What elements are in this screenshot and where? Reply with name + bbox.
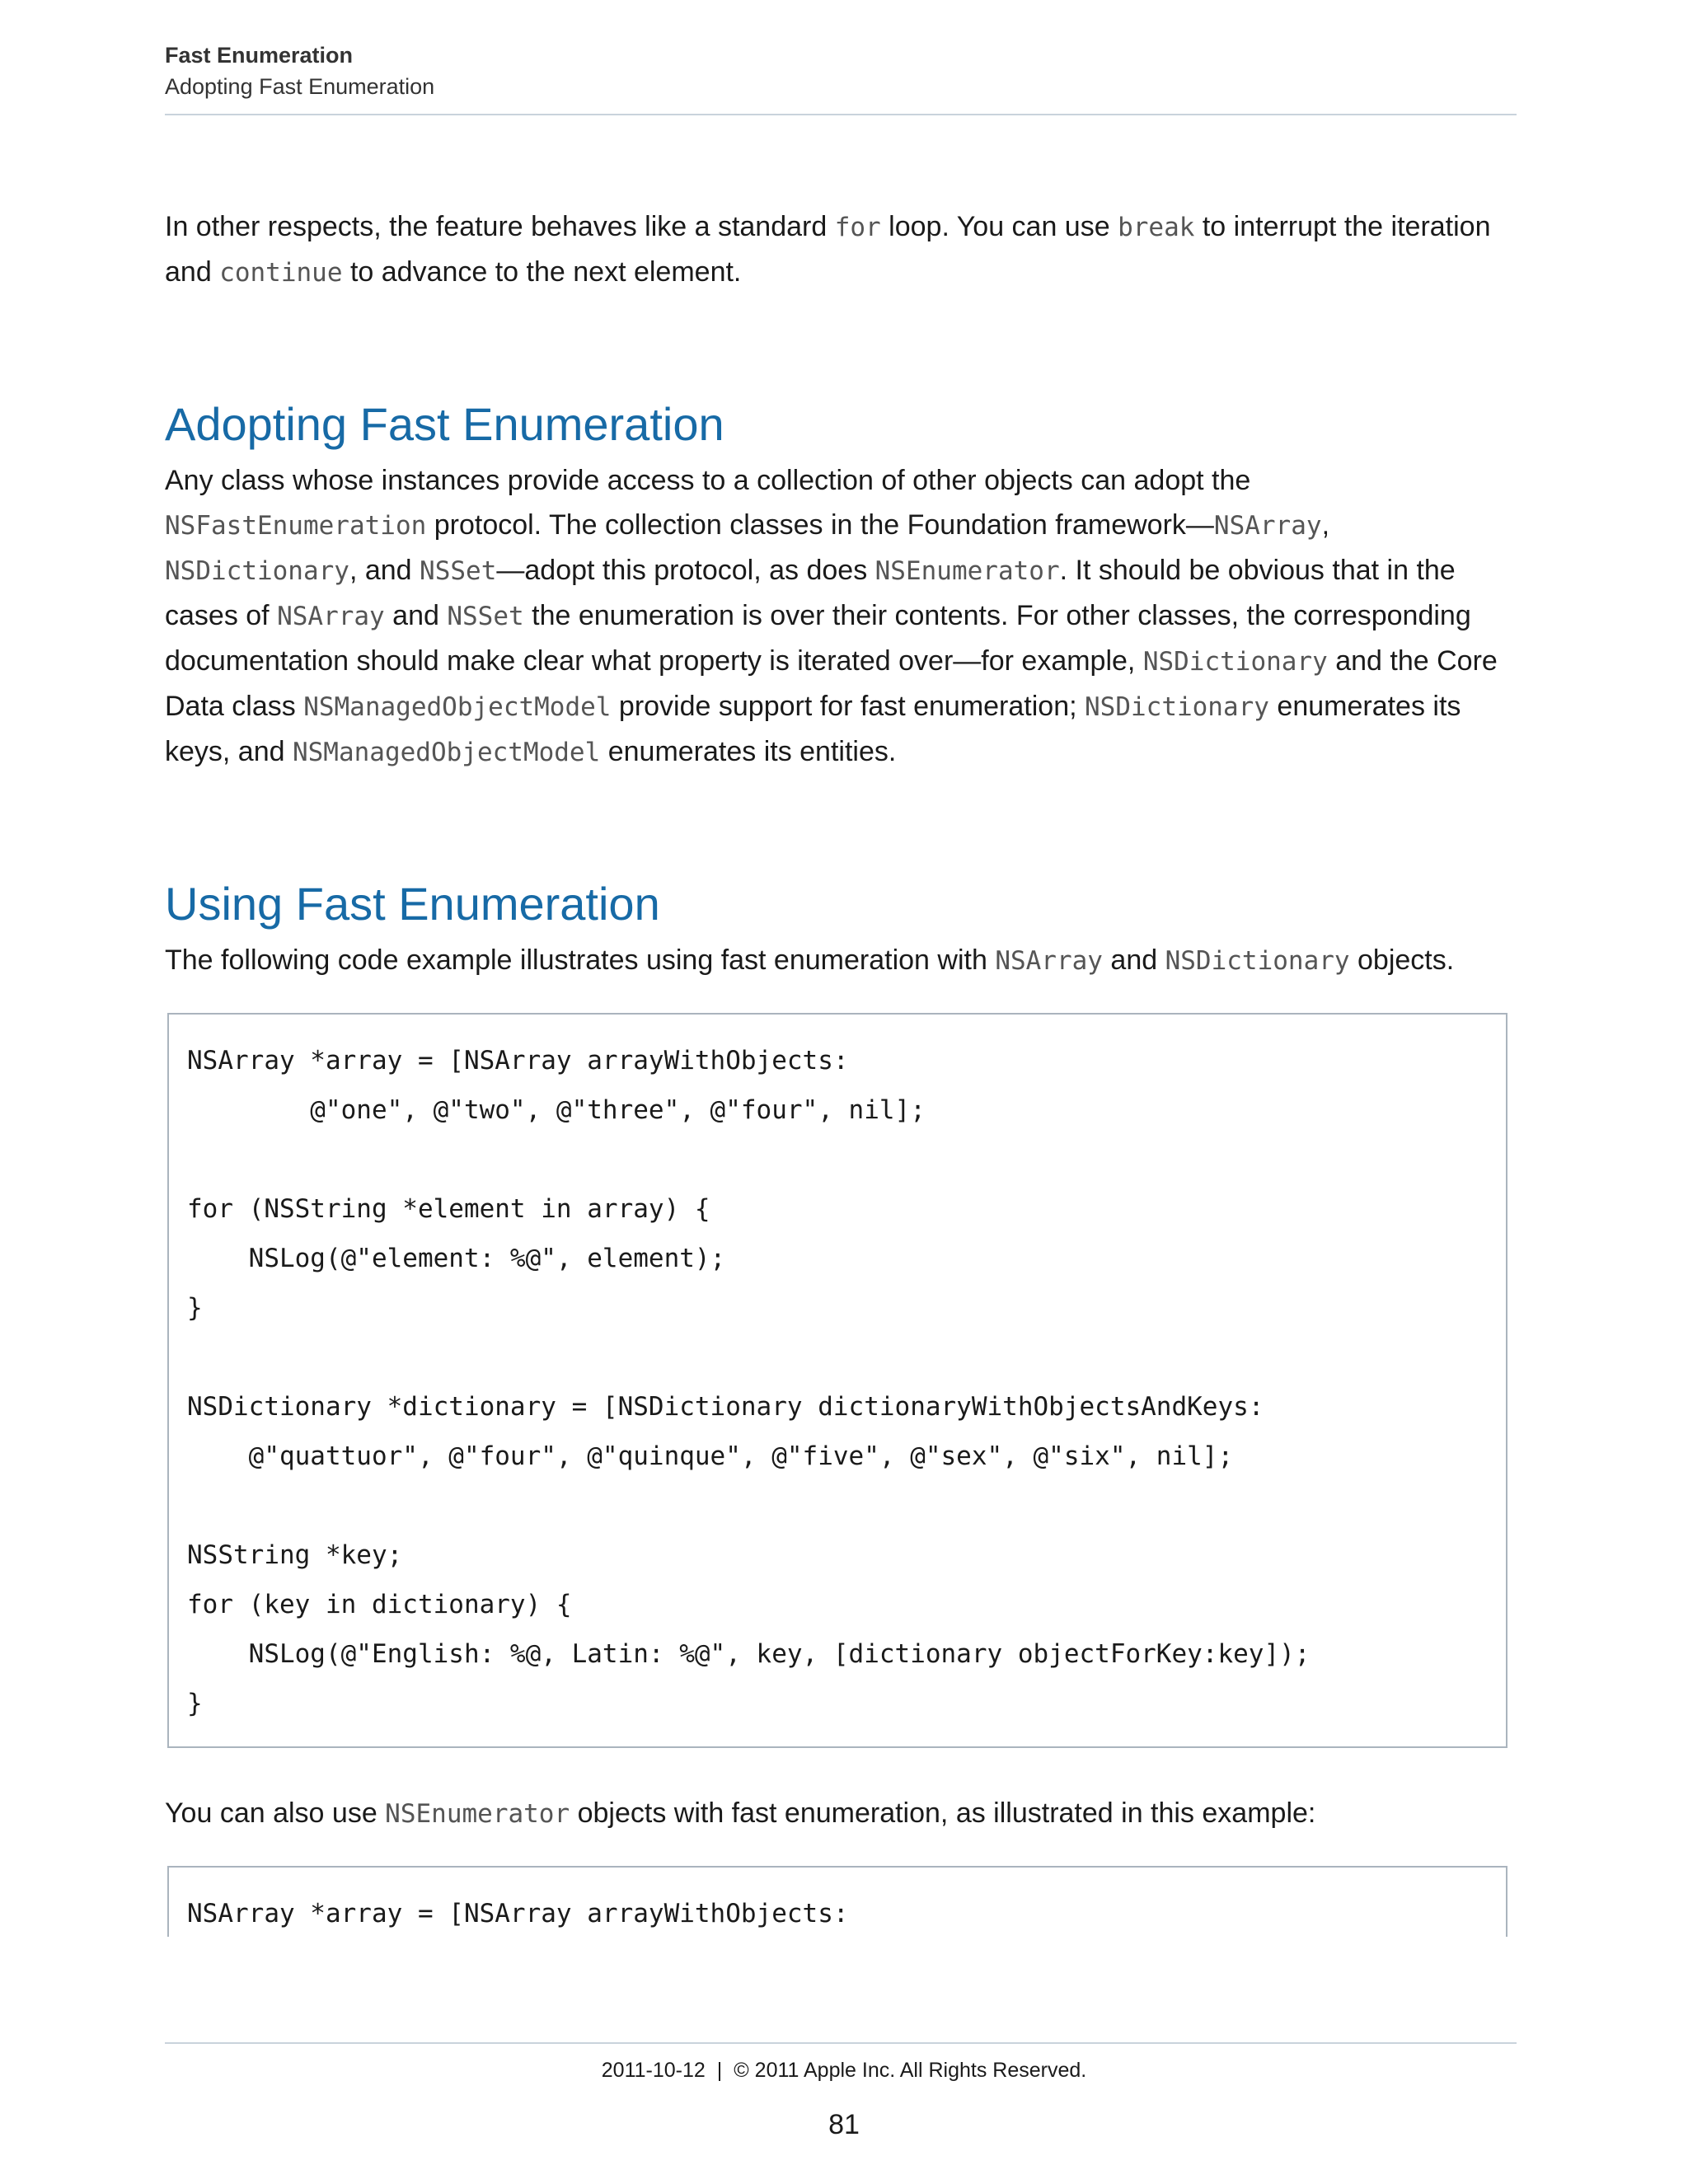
text-run: provide support for fast enumeration; bbox=[611, 691, 1085, 722]
code-line: NSArray *array = [NSArray arrayWithObjects: bbox=[187, 1899, 849, 1929]
code-term: NSDictionary bbox=[1142, 647, 1328, 677]
code-term: NSEnumerator bbox=[874, 556, 1060, 586]
code-line bbox=[187, 1333, 1506, 1382]
code-line: NSDictionary *dictionary = [NSDictionary dictionaryWithObjectsAndKeys: bbox=[187, 1392, 1264, 1422]
header-section-title: Fast Enumeration bbox=[165, 43, 354, 68]
footer-copyright: © 2011 Apple Inc. All Rights Reserved. bbox=[734, 2059, 1087, 2082]
header-subsection-title: Adopting Fast Enumeration bbox=[165, 74, 435, 99]
using-paragraph bbox=[165, 938, 1517, 983]
code-term: NSManagedObjectModel bbox=[292, 738, 601, 767]
text-run: enumerates its keys, and bbox=[165, 691, 1461, 767]
text-run: to advance to the next element. bbox=[342, 256, 742, 288]
text-run: The following code example illustrates using fast enumeration with bbox=[165, 944, 996, 976]
code-line bbox=[187, 1135, 1506, 1184]
code-term: continue bbox=[219, 258, 343, 288]
footer-date: 2011-10-12 bbox=[601, 2059, 706, 2082]
text-run: You can also use bbox=[165, 1797, 386, 1829]
text-run: and bbox=[384, 600, 448, 631]
text-run: the enumeration is over their contents. For other classes, the corresponding documentation should make clear what property is iterated over—for example, bbox=[165, 600, 1471, 677]
code-term: break bbox=[1118, 213, 1195, 242]
running-header bbox=[165, 40, 1517, 102]
code-line: NSString *key; bbox=[187, 1540, 403, 1570]
code-line: } bbox=[187, 1689, 203, 1718]
code-line: NSLog(@"element: %@", element); bbox=[187, 1244, 726, 1273]
code-term: NSArray bbox=[1213, 511, 1322, 541]
enumerator-paragraph bbox=[165, 1791, 1517, 1836]
text-run: and bbox=[1102, 944, 1165, 976]
code-term: NSArray bbox=[277, 602, 385, 631]
code-line: NSLog(@"English: %@, Latin: %@", key, [dictionary objectForKey:key]); bbox=[187, 1639, 1311, 1669]
code-listing-enumerator bbox=[167, 1866, 1507, 1937]
header-divider bbox=[165, 114, 1517, 115]
heading-using-fast-enumeration: Using Fast Enumeration bbox=[165, 878, 660, 930]
text-run: Any class whose instances provide access to a collection of other objects can adopt the bbox=[165, 465, 1251, 496]
code-line: @"quattuor", @"four", @"quinque", @"five", @"sex", @"six", nil]; bbox=[187, 1441, 1234, 1471]
text-run: , and bbox=[349, 555, 420, 586]
code-term: NSEnumerator bbox=[385, 1799, 570, 1829]
page-body bbox=[165, 204, 1517, 1937]
text-run: loop. You can use bbox=[880, 211, 1118, 242]
code-term: NSManagedObjectModel bbox=[303, 692, 612, 722]
text-run: objects. bbox=[1349, 944, 1455, 976]
code-term: NSSet bbox=[447, 602, 524, 631]
text-run: protocol. The collection classes in the Foundation framework— bbox=[426, 509, 1214, 541]
footer bbox=[0, 2055, 1688, 2085]
code-term: for bbox=[834, 213, 881, 242]
text-run: objects with fast enumeration, as illustrated in this example: bbox=[570, 1797, 1316, 1829]
text-run: to interrupt the iteration and bbox=[165, 211, 1491, 288]
intro-paragraph bbox=[165, 204, 1517, 295]
text-run: . It should be obvious that in the cases of bbox=[165, 555, 1456, 631]
code-line: for (NSString *element in array) { bbox=[187, 1194, 710, 1224]
footer-divider bbox=[165, 2042, 1517, 2044]
text-run: enumerates its entities. bbox=[600, 736, 897, 767]
code-term: NSDictionary bbox=[165, 556, 349, 586]
text-run: In other respects, the feature behaves like a standard bbox=[165, 211, 835, 242]
code-term: NSDictionary bbox=[1085, 692, 1269, 722]
text-run: , bbox=[1321, 509, 1330, 541]
page-number: 81 bbox=[828, 2109, 860, 2140]
text-run: and the Core Data class bbox=[165, 645, 1498, 722]
footer-separator: | bbox=[716, 2059, 723, 2082]
code-listing-array-dictionary bbox=[167, 1013, 1507, 1748]
heading-adopting-fast-enumeration: Adopting Fast Enumeration bbox=[165, 398, 724, 450]
code-term: NSDictionary bbox=[1165, 946, 1350, 976]
adopting-paragraph bbox=[165, 458, 1517, 775]
code-line: for (key in dictionary) { bbox=[187, 1590, 572, 1619]
text-run: —adopt this protocol, as does bbox=[496, 555, 875, 586]
code-term: NSSet bbox=[420, 556, 497, 586]
code-term: NSFastEnumeration bbox=[165, 511, 427, 541]
code-line: } bbox=[187, 1293, 203, 1323]
code-line: @"one", @"two", @"three", @"four", nil]; bbox=[187, 1095, 926, 1125]
code-line: NSArray *array = [NSArray arrayWithObjects: bbox=[187, 1046, 849, 1076]
code-line bbox=[187, 1481, 1506, 1530]
code-term: NSArray bbox=[995, 946, 1103, 976]
